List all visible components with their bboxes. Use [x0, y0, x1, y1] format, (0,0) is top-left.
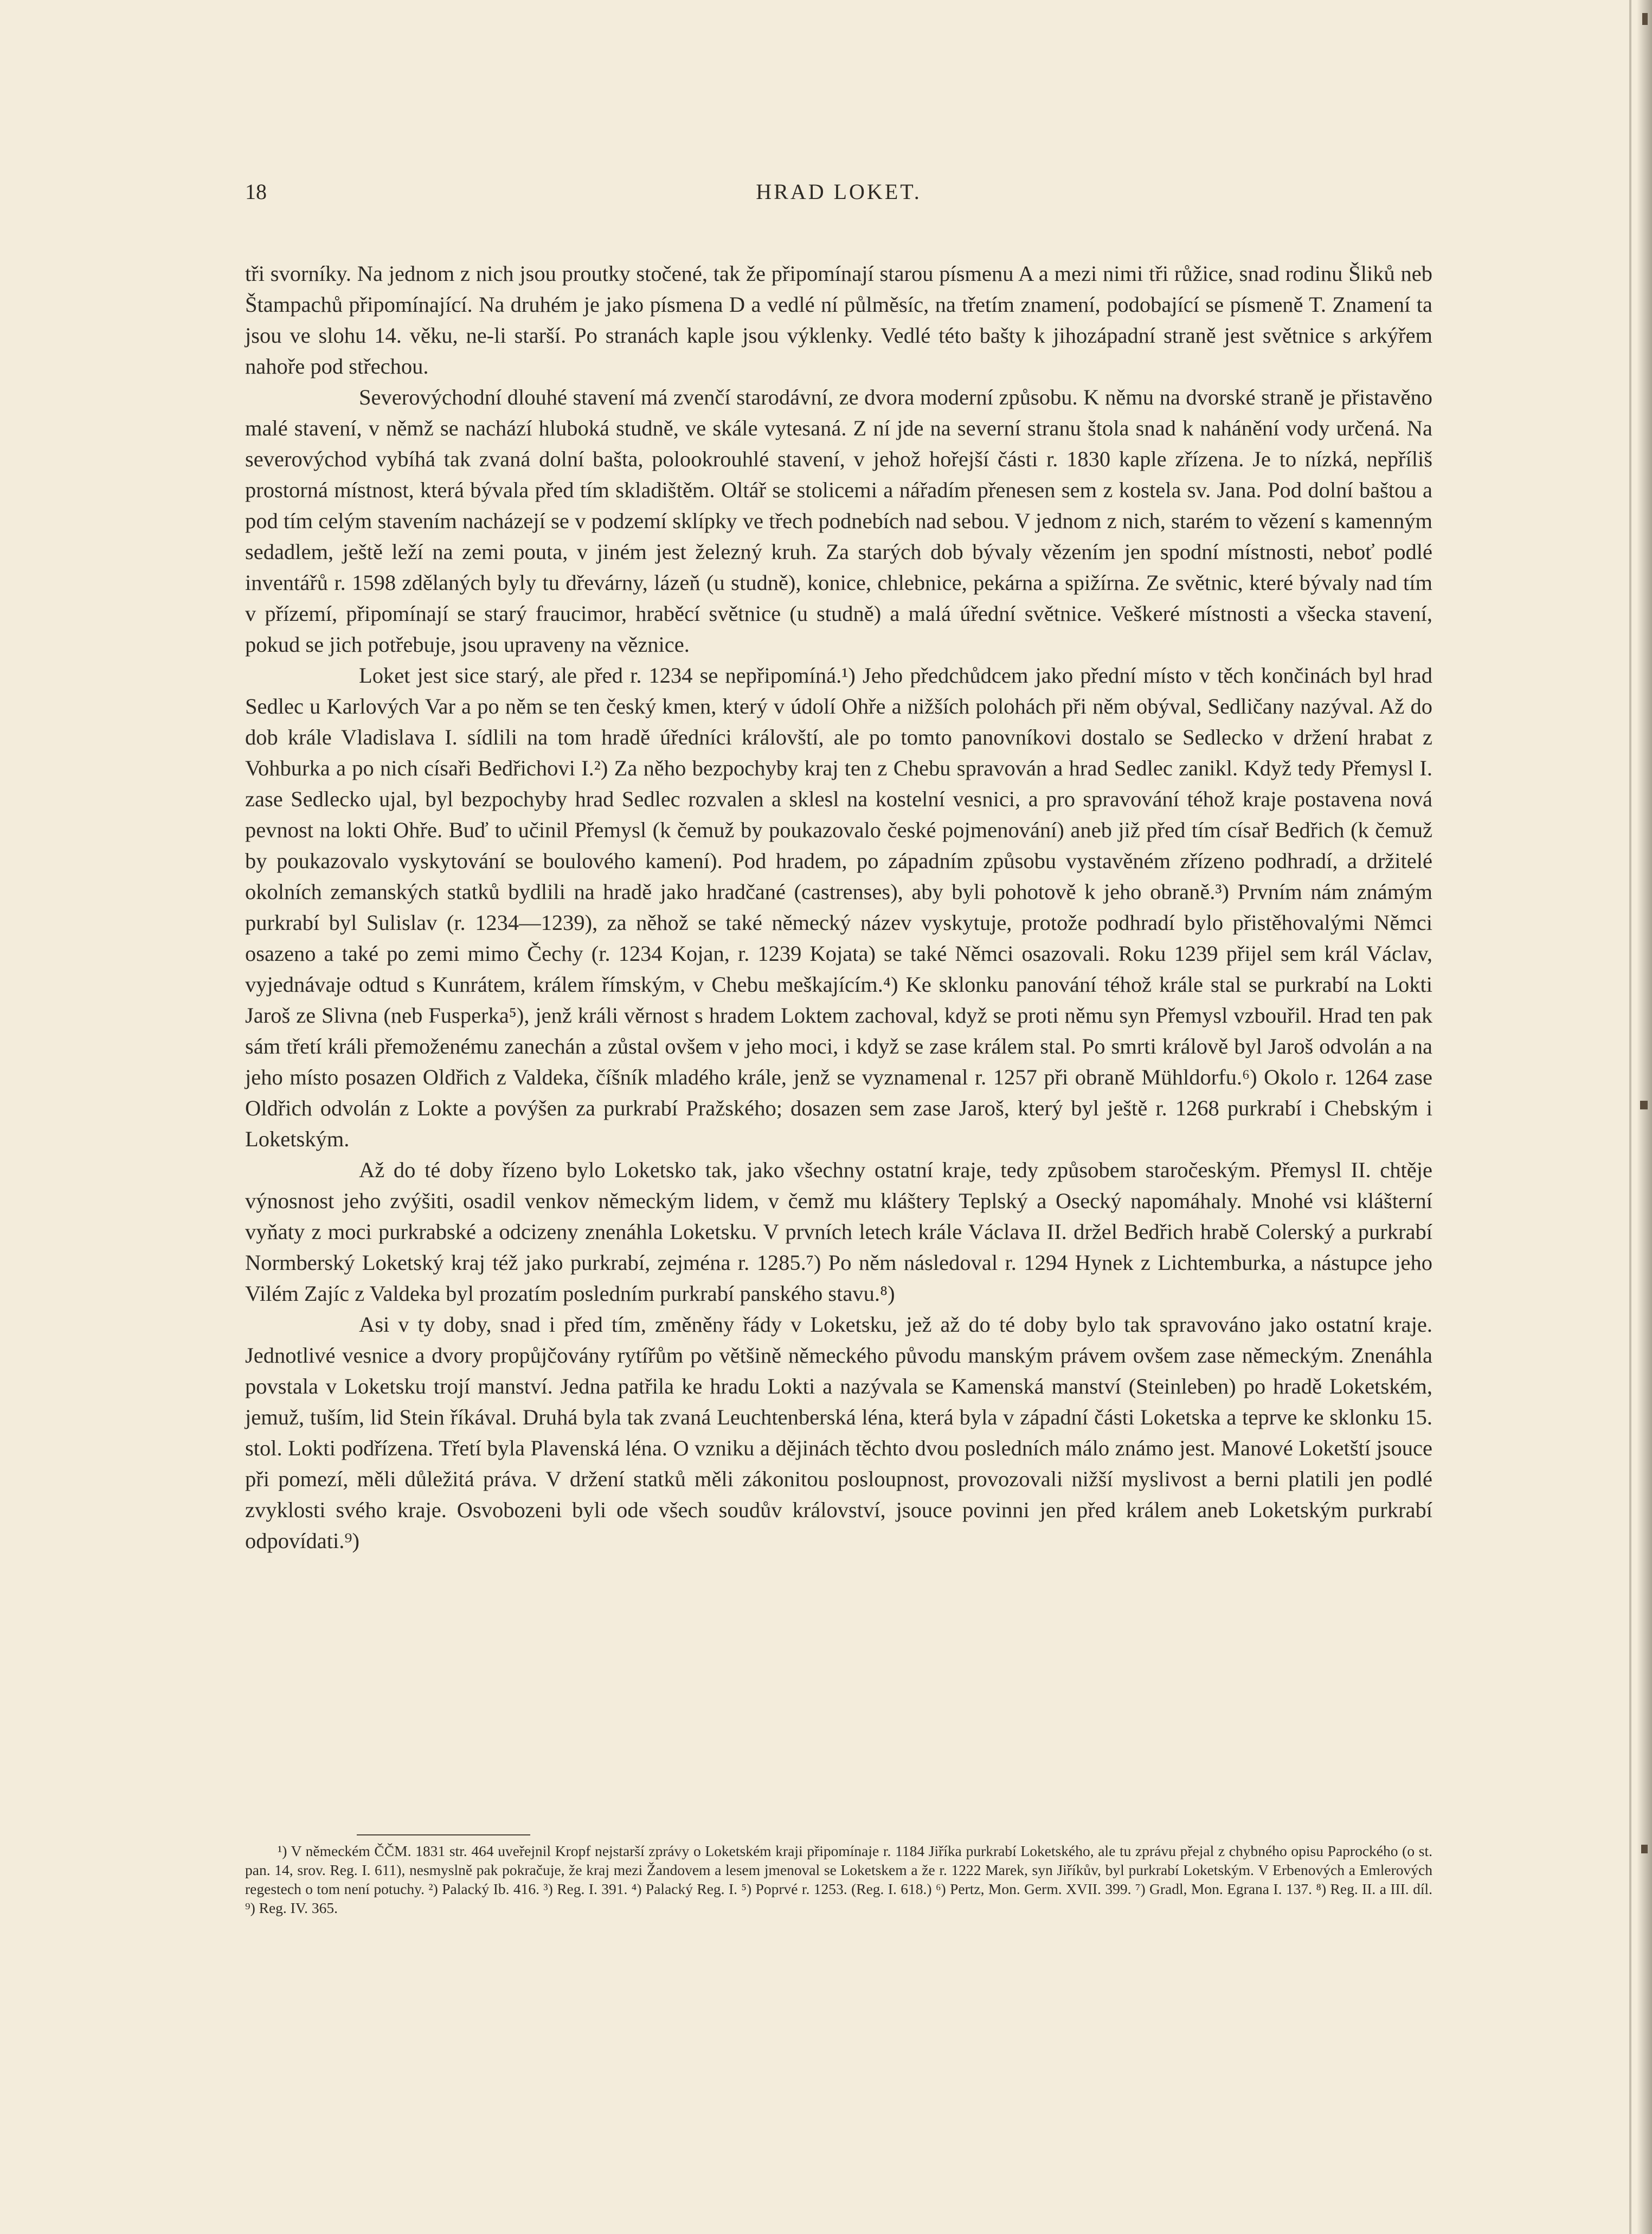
paragraph: tři svorníky. Na jednom z nich jsou proutky stočené, tak že připomínají starou písmenu A a mezi nimi tři růžice, snad rodinu Šliků neb Štampachů připomínající. Na druhém je jako písmena D a vedlé ní půlměsíc, na třetím znamení, podobající se písmeně T. Znamení ta jsou ve slohu 14. věku, ne-li starší. Po stranách kaple jsou výklenky. Vedlé této bašty k jihozápadní straně jest světnice s arkýřem nahoře pod střechou. — [245, 261, 1432, 378]
running-title: HRAD LOKET. — [756, 179, 922, 204]
footnote-separator — [357, 1834, 530, 1835]
page-edge-line — [1629, 0, 1631, 2234]
page-number: 18 — [245, 179, 267, 204]
footnotes — [245, 1841, 1432, 1917]
paragraph: Severovýchodní dlouhé stavení má zvenčí starodávní, ze dvora moderní způsobu. K němu na dvorské straně je přistavěno malé stavení, v němž se nachází hluboká studně, ve skále vytesaná. Z ní jde na severní stranu štola snad k nahánění vody určená. Na severovýchod vybíhá tak zvaná dolní bašta, polookrouhlé stavení, v jehož hořejší části r. 1830 kaple zřízena. Je to nízká, nepříliš prostorná místnost, která bývala před tím skladištěm. Oltář se stolicemi a nářadím přenesen sem z kostela sv. Jana. Pod dolní baštou a pod tím celým stavením nacházejí se v podzemí sklípky ve třech podnebích nad sebou. V jednom z nich, starém to vězení s kamenným sedadlem, ještě leží na zemi pouta, v jiném jest železný kruh. Za starých dob bývaly vězením jen spodní místnosti, neboť podlé inventářů r. 1598 zdělaných byly tu dřevárny, lázeň (u studně), konice, chlebnice, pekárna a spižírna. Ze světnic, které bývaly nad tím v přízemí, připomínají se starý fraucimor, hraběcí světnice (u studně) a malá úřední světnice. Veškeré místnosti a všecka stavení, pokud se jich potřebuje, jsou upraveny na věznice. — [245, 385, 1432, 657]
paragraph: Asi v ty doby, snad i před tím, změněny řády v Loketsku, jež až do té doby bylo tak spravováno jako ostatní kraje. Jednotlivé vesnice a dvory propůjčovány rytířům po většině německého původu manským právem ovšem zase německým. Znenáhla povstala v Loketsku trojí manství. Jedna patřila ke hradu Lokti a nazývala se Kamenská manství (Steinleben) po hradě Loketském, jemuž, tuším, lid Stein říkával. Druhá byla tak zvaná Leuchtenberská léna, která byla v západní části Loketska a teprve ke sklonku 15. stol. Lokti podřízena. Třetí byla Plavenská léna. O vzniku a dějinách těchto dvou posledních málo známo jest. Manové Loketští jsouce při pomezí, měli důležitá práva. V držení statků měli zákonitou posloupnost, provozovali nižší myslivost a berni platili jen podlé zvyklosti svého kraje. Osvobozeni byli ode všech soudův království, jsouce povinni jen před králem aneb Loketským purkrabí odpovídati.⁹) — [245, 1312, 1432, 1553]
page-header — [245, 179, 1432, 228]
paragraph: Loket jest sice starý, ale před r. 1234 se nepřipomíná.¹) Jeho předchůdcem jako přední místo v těch končinách byl hrad Sedlec u Karlových Var a po něm se ten český kmen, který v údolí Ohře a nižších polohách při něm obýval, Sedličany nazýval. Až do dob krále Vladislava I. sídlili na tom hradě úředníci královští, ale po tomto panovníkovi dostalo se Sedlecko v držení hrabat z Vohburka a po nich císaři Bedřichovi I.²) Za něho bezpochyby kraj ten z Chebu spravován a hrad Sedlec zanikl. Když tedy Přemysl I. zase Sedlecko ujal, byl bezpochyby hrad Sedlec rozvalen a sklesl na kostelní vesnici, a pro spravování téhož kraje postavena nová pevnost na lokti Ohře. Buď to učinil Přemysl (k čemuž by poukazovalo české pojmenování) aneb již před tím císař Bedřich (k čemuž by poukazovalo vyskytování se boulového kamení). Pod hradem, po západním způsobu vystavěném zřízeno podhradí, a držitelé okolních zemanských statků bydlili na hradě jako hradčané (castrenses), aby byli pohotově k jeho obraně.³) Prvním nám známým purkrabí byl Sulislav (r. 1234—1239), za něhož se také německý název vyskytuje, protože podhradí bylo přistěhovalými Němci osazeno a také po zemi mimo Čechy (r. 1234 Kojan, r. 1239 Kojata) se také Němci osazovali. Roku 1239 přijel sem král Václav, vyjednávaje odtud s Kunrátem, králem římským, v Chebu meškajícím.⁴) Ke sklonku panování téhož krále stal se purkrabí na Lokti Jaroš ze Slivna (neb Fusperka⁵), jenž králi věrnost s hradem Loktem zachoval, když se proti němu syn Přemysl vzbouřil. Hrad ten pak sám třetí králi přemoženému zanechán a zůstal ovšem v jeho moci, i když se zase králem stal. Po smrti králově byl Jaroš odvolán a na jeho místo posazen Oldřich z Valdeka, číšník mladého krále, jenž se vyznamenal r. 1257 při obraně Mühldorfu.⁶) Okolo r. 1264 zase Oldřich odvolán z Lokte a povýšen za purkrabí Pražského; dosazen sem zase Jaroš, který byl ještě r. 1268 purkrabí i Chebským i Loketským. — [245, 663, 1432, 1151]
footnote-text: ¹) V německém ČČM. 1831 str. 464 uveřejnil Kropf nejstarší zprávy o Loketském kraji připomínaje r. 1184 Jiříka purkrabí Loketského, ale tu zprávu přejal z chybného opisu Paprockého (o st. pan. 14, srov. Reg. I. 611), nesmyslně pak pokračuje, že kraj mezi Žandovem a lesem jmenoval se Loketskem a že r. 1222 Marek, syn Jiříkův, byl purkrabí Loketským. V Erbenových a Emlerových regestech o tom není potuchy. ²) Palacký Ib. 416. ³) Reg. I. 391. ⁴) Palacký Reg. I. ⁵) Poprvé r. 1253. (Reg. I. 618.) ⁶) Pertz, Mon. Germ. XVII. 399. ⁷) Gradl, Mon. Egrana I. 137. ⁸) Reg. II. a III. díl. ⁹) Reg. IV. 365. — [245, 1843, 1432, 1916]
body-text — [245, 258, 1432, 1556]
margin-mark — [1640, 1101, 1648, 1109]
margin-mark — [1641, 1845, 1648, 1853]
margin-mark — [1642, 13, 1648, 25]
paragraph: Až do té doby řízeno bylo Loketsko tak, jako všechny ostatní kraje, tedy způsobem staročeským. Přemysl II. chtěje výnosnost jeho zvýšiti, osadil venkov německým lidem, v čemž mu kláštery Teplský a Osecký napomáhaly. Mnohé vsi klášterní vyňaty z moci purkrabské a odcizeny znenáhla Loketsku. V prvních letech krále Václava II. držel Bedřich hrabě Colerský a purkrabí Normberský Loketský kraj též jako purkrabí, zejména r. 1285.⁷) Po něm následoval r. 1294 Hynek z Lichtemburka, a nástupce jeho Vilém Zajíc z Valdeka byl prozatím posledním purkrabí panského stavu.⁸) — [245, 1158, 1432, 1306]
page-edge-shadow — [1637, 0, 1652, 2234]
